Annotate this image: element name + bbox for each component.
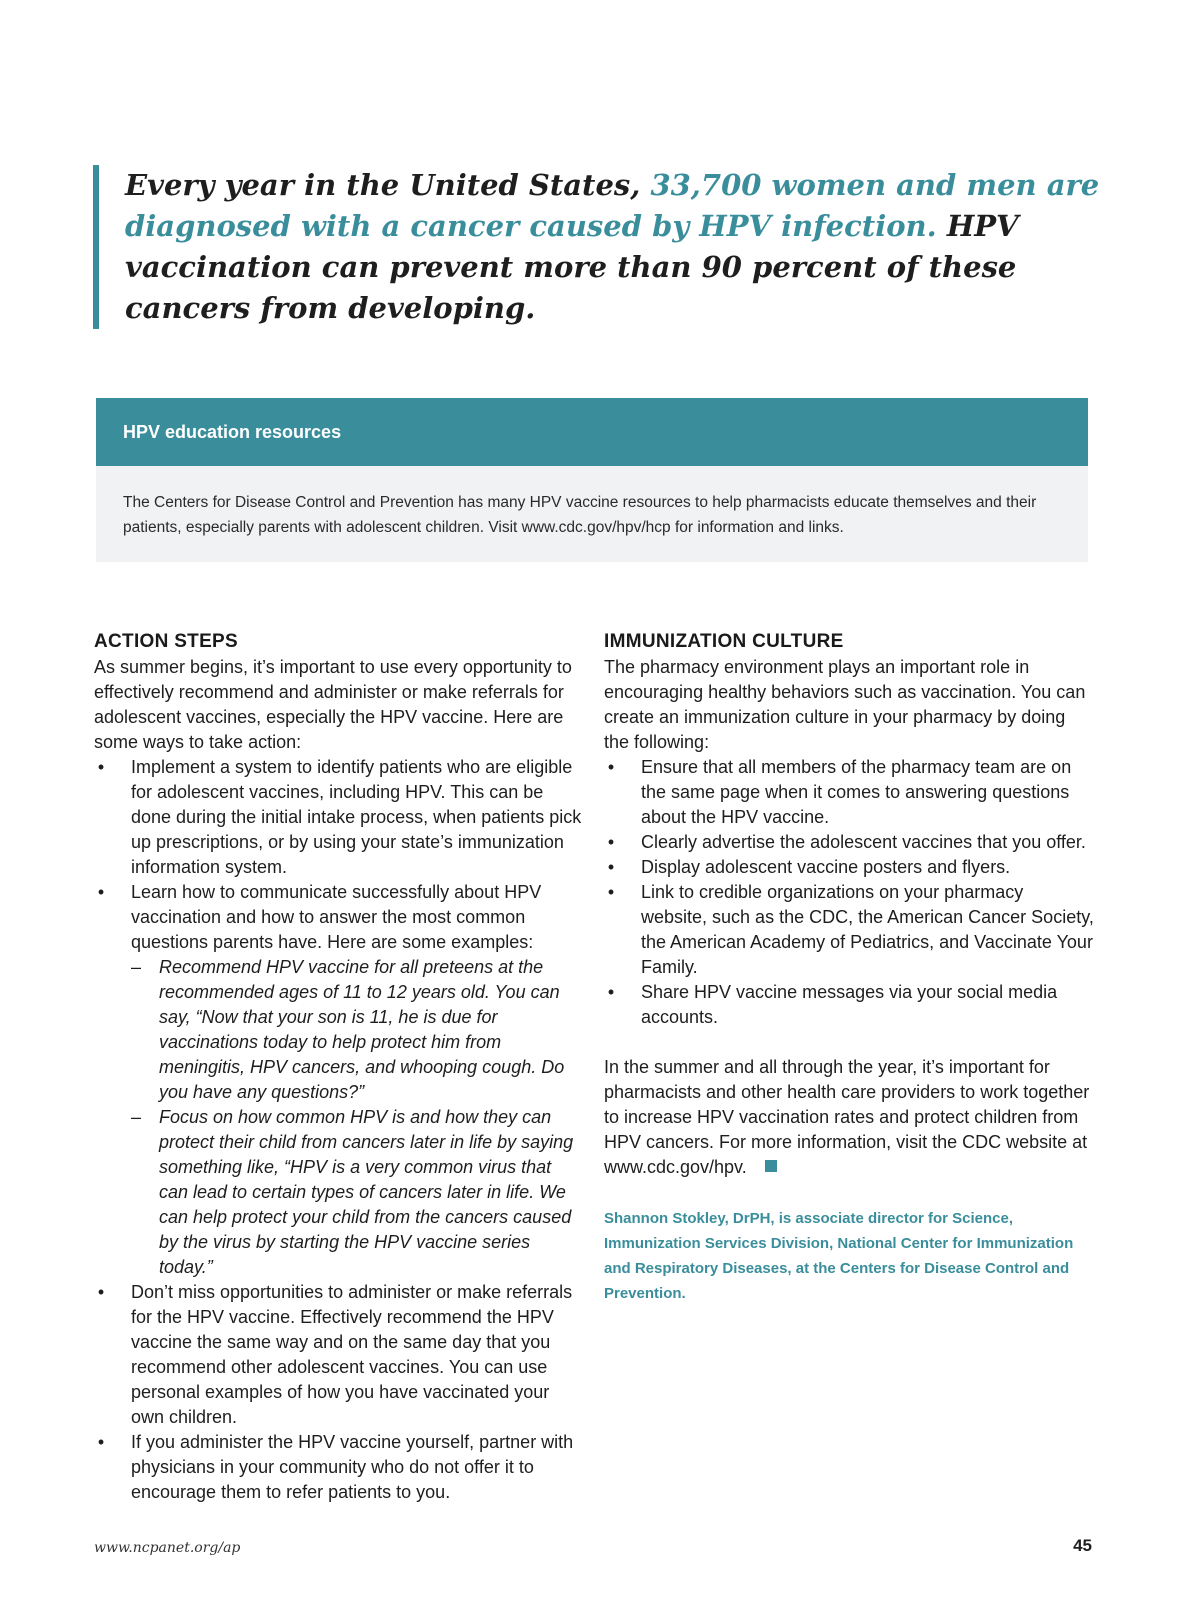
page-number: 45 <box>1073 1536 1092 1555</box>
end-mark-icon <box>765 1160 777 1172</box>
list-item <box>94 1280 584 1430</box>
action-steps-heading: ACTION STEPS <box>94 631 239 652</box>
list-item-text: Display adolescent vaccine posters and flyers. <box>641 857 1011 877</box>
bullet-icon: • <box>607 757 615 777</box>
pull-quote <box>93 165 1105 329</box>
example-text: Focus on how common HPV is and how they can protect their child from cancers later in life by saying something like, “HPV is a very common virus that can lead to certain types of cancers later in life. We can help protect your child from the cancers caused by the virus by starting the HPV vaccine series today.” <box>159 1107 574 1277</box>
immunization-culture-column <box>604 629 1094 1306</box>
closing-paragraph <box>604 1055 1094 1180</box>
immunization-list <box>604 755 1094 1030</box>
list-item-text: Learn how to communicate successfully about HPV vaccination and how to answer the most common questions parents have. Here are some examples: <box>131 882 542 952</box>
bullet-icon: • <box>607 832 615 852</box>
example-item <box>131 1105 584 1280</box>
closing-text: In the summer and all through the year, it’s important for pharmacists and other health care providers to work together to increase HPV vaccination rates and protect children from HPV cancers. For more information, visit the CDC website at www.cdc.gov/hpv. <box>604 1057 1090 1177</box>
bullet-icon: • <box>97 1282 105 1302</box>
list-item-text: Clearly advertise the adolescent vaccines that you offer. <box>641 832 1086 852</box>
bullet-icon: • <box>97 1432 105 1452</box>
bullet-icon: • <box>607 882 615 902</box>
resources-text: The Centers for Disease Control and Prevention has many HPV vaccine resources to help pharmacists educate themselves and their patients, especially parents with adolescent children. Visit www.cdc.gov/hpv/hcp for information and links. <box>96 466 1088 562</box>
resources-title: HPV education resources <box>96 398 1088 466</box>
bullet-icon: • <box>607 982 615 1002</box>
resources-box <box>96 398 1088 562</box>
list-item <box>94 1430 584 1505</box>
list-item-text: Link to credible organizations on your pharmacy website, such as the CDC, the American Cancer Society, the American Academy of Pediatrics, and Vaccinate Your Family. <box>641 882 1094 977</box>
dash-icon: – <box>131 1107 142 1127</box>
immunization-heading: IMMUNIZATION CULTURE <box>604 631 844 652</box>
pull-quote-tail: HPV vaccination can prevent more than 90 percent of these cancers from developing. <box>125 209 1019 325</box>
bullet-icon: • <box>607 857 615 877</box>
list-item-text: Don’t miss opportunities to administer or make referrals for the HPV vaccine. Effectively recommend the HPV vaccine the same way and on the same day that you recommend other adolescent vaccines. You can use personal examples of how you have vaccinated your own children. <box>131 1282 573 1427</box>
list-item <box>604 980 1094 1030</box>
action-steps-intro: As summer begins, it’s important to use every opportunity to effectively recommend and administer or make referrals for adolescent vaccines, especially the HPV vaccine. Here are some ways to take action: <box>94 657 572 752</box>
list-item-text: Ensure that all members of the pharmacy team are on the same page when it comes to answering questions about the HPV vaccine. <box>641 757 1072 827</box>
list-item-text: If you administer the HPV vaccine yourself, partner with physicians in your community who do not offer it to encourage them to refer patients to you. <box>131 1432 574 1502</box>
pull-quote-highlight: 33,700 women and men are diagnosed with a cancer caused by HPV infection. <box>125 168 1100 243</box>
list-item-text: Share HPV vaccine messages via your social media accounts. <box>641 982 1058 1027</box>
action-steps-column <box>94 629 584 1505</box>
footer-url: www.ncpanet.org/ap <box>94 1540 241 1556</box>
example-item <box>131 955 584 1105</box>
list-item <box>94 755 584 880</box>
examples-list <box>131 955 584 1280</box>
list-item <box>604 755 1094 830</box>
list-item <box>94 880 584 1280</box>
list-item <box>604 880 1094 980</box>
dash-icon: – <box>131 957 142 977</box>
author-bio: Shannon Stokley, DrPH, is associate director for Science, Immunization Services Division, National Center for Immunization and Respiratory Diseases, at the Centers for Disease Control and Prevention. <box>604 1210 1074 1302</box>
example-text: Recommend HPV vaccine for all preteens at the recommended ages of 11 to 12 years old. You can say, “Now that your son is 11, he is due for vaccinations today to help protect him from meningitis, HPV cancers, and whooping cough. Do you have any questions?” <box>159 957 565 1102</box>
list-item-text: Implement a system to identify patients who are eligible for adolescent vaccines, including HPV. This can be done during the initial intake process, when patients pick up prescriptions, or by using your state’s immunization information system. <box>131 757 582 877</box>
immunization-intro: The pharmacy environment plays an important role in encouraging healthy behaviors such as vaccination. You can create an immunization culture in your pharmacy by doing the following: <box>604 657 1086 752</box>
action-steps-list <box>94 755 584 1505</box>
pull-quote-lead: Every year in the United States, <box>125 168 651 202</box>
bullet-icon: • <box>97 757 105 777</box>
list-item <box>604 830 1094 855</box>
list-item <box>604 855 1094 880</box>
bullet-icon: • <box>97 882 105 902</box>
spacer <box>604 1030 1094 1055</box>
